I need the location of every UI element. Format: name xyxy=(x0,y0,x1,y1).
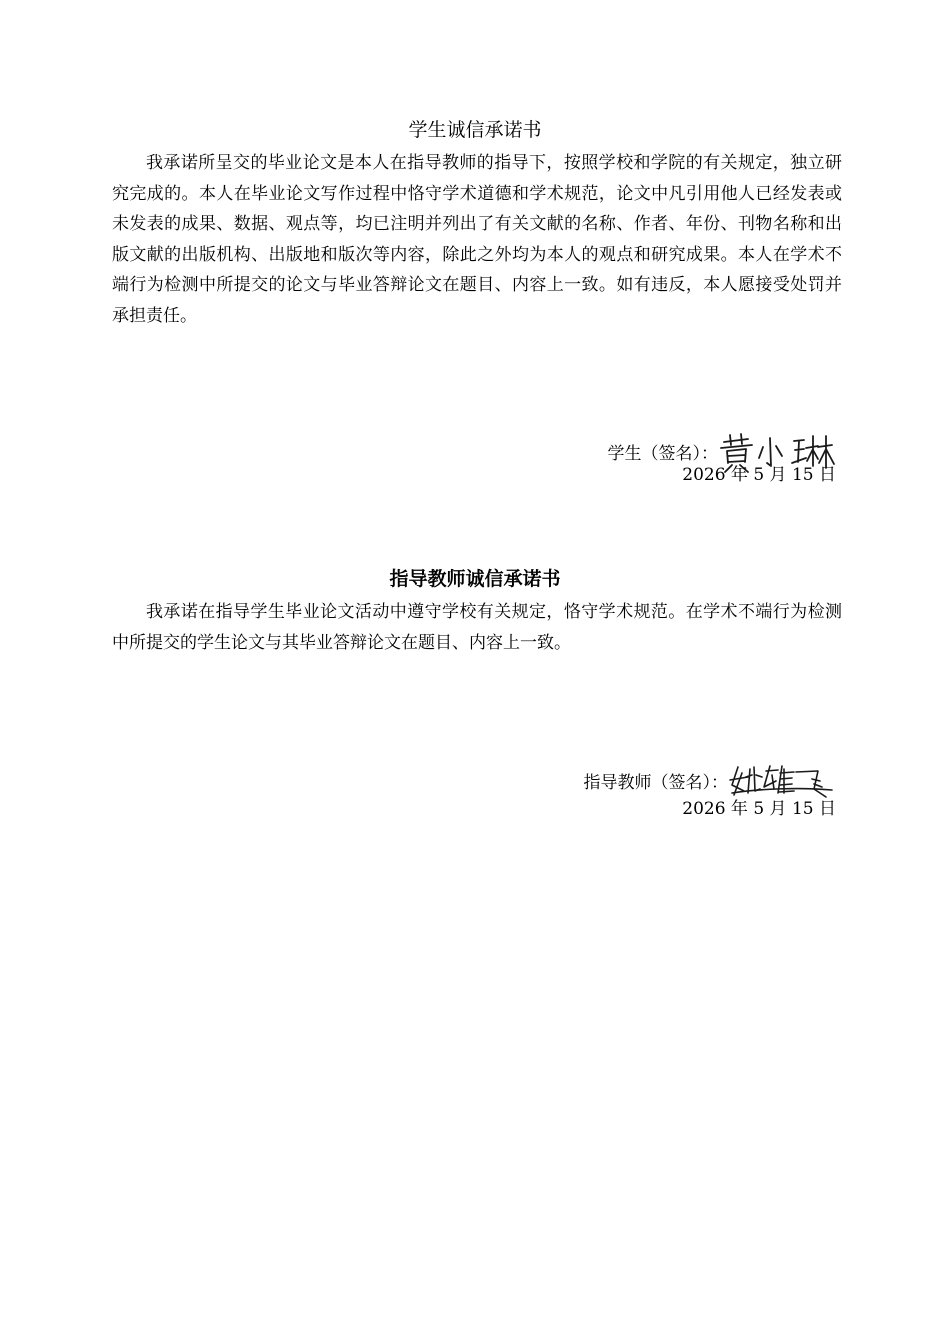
student-signature-date: 2026 年 5 月 15 日 xyxy=(682,465,836,485)
student-pledge-title: 学生诚信承诺书 xyxy=(408,119,542,141)
advisor-pledge-title: 指导教师诚信承诺书 xyxy=(389,568,561,590)
advisor-signature-date: 2026 年 5 月 15 日 xyxy=(682,799,836,819)
advisor-signature-label: 指导教师（签名）： xyxy=(583,773,728,793)
student-signature-label: 学生（签名）： xyxy=(607,444,718,464)
advisor-pledge-body: 我承诺在指导学生毕业论文活动中遵守学校有关规定，恪守学术规范。在学术不端行为检测中所提交的学生论文与其毕业答辩论文在题目、内容上一致。 xyxy=(112,602,842,653)
student-pledge-body: 我承诺所呈交的毕业论文是本人在指导教师的指导下，按照学校和学院的有关规定，独立研究完成的。本人在毕业论文写作过程中恪守学术道德和学术规范，论文中凡引用他人已经发表或未发表的成果、数据、观点等，均已注明并列出了有关文献的名称、作者、年份、刊物名称和出版文献的出版机构、出版地和版次等内容，除此之外均为本人的观点和研究成果。本人在学术不端行为检测中所提交的论文与毕业答辩论文在题目、内容上一致。如有违反，本人愿接受处罚并承担责任。 xyxy=(112,153,842,326)
